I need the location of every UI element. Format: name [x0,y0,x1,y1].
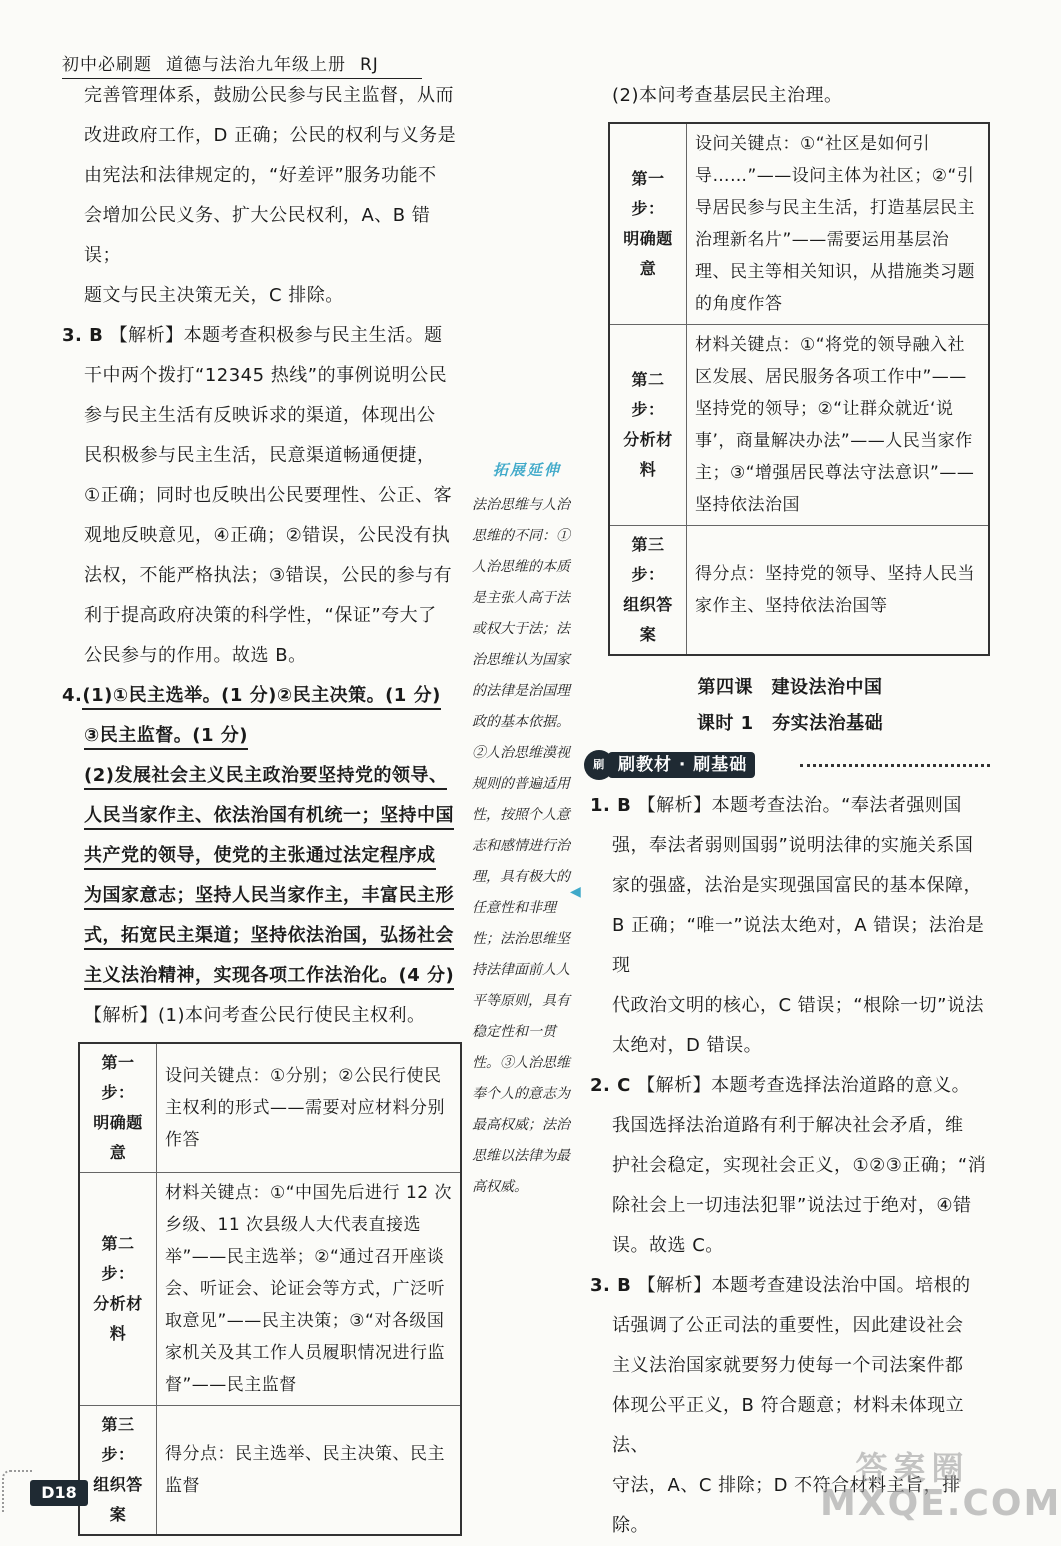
q2-first-line [590,1066,990,1106]
arrow-icon: ◀ [570,884,581,900]
q4-answer2-line [62,756,462,796]
q3r-line: 守法，A、C 排除；D 不符合材料主旨，排除。 [612,1475,961,1536]
q3-line: 公民参与的作用。故选 B。 [84,645,307,666]
q4-answer2: 主义法治精神，实现各项工作法治化。(4 分) [84,965,454,990]
q4-answer2-line [62,796,462,836]
step-cell [609,325,687,526]
left-column [62,76,462,1540]
continued-line: 由宪法和法律规定的，“好差评”服务功能不 [84,165,437,186]
q1-line: 家的强盛，法治是实现强国富民的基本保障， [612,875,982,896]
q3-line: 干中两个拨打“12345 热线”的事例说明公民 [84,365,448,386]
step-name: 分析材料 [93,1294,143,1343]
table-row [609,526,989,656]
continued-line: 题文与民主决策无关，C 排除。 [84,285,344,306]
q4-answer2: (2)发展社会主义民主政治要坚持党的领导、 [84,765,447,790]
edition-tag: RJ [360,55,379,75]
banner-badge-icon: 刷 [584,750,614,780]
table-row [79,1043,461,1173]
watermark-en: MXQE.COM [820,1483,1061,1524]
q4-answer1a: (1)①民主选举。(1 分)②民主决策。(1 分) [82,685,440,710]
q4-number: 4. [62,685,83,706]
step-cell [609,123,687,325]
q1-line: 强，奉法者弱则国弱”说明法律的实施关系国 [612,835,974,856]
q3-line: 利于提高政府决策的科学性，“保证”夸大了 [84,605,437,626]
q4-answer2: 人民当家作主、依法治国有机统一；坚持中国 [84,805,454,830]
step-label: 第三步： [631,535,665,584]
table-row [79,1406,461,1536]
q2-number: 2. C [590,1075,631,1096]
continued-line: 会增加公民义务、扩大公民权利，A、B 错误； [84,205,431,266]
q1-number: 1. B [590,795,632,816]
q1-line: 代政治文明的核心，C 错误；“根除一切”说法 [612,995,984,1016]
q4-first-line [62,676,462,716]
q1-line: B 正确；“唯一”说法太绝对，A 错误；法治是现 [612,915,985,976]
step-name: 分析材料 [623,430,673,479]
table-row [609,123,989,325]
q3r-line: 体现公平正义，B 符合题意；材料未体现立法、 [612,1395,965,1456]
sidebar-text: 法治思维与人治思维的不同：①人治思维的本质是主张人高于法或权大于法；法治思维认为国家的法律是治国理政的基本依据。②人治思维漠视规则的普遍适用性，按照个人意志和感情进行治理，具有极大的任意性和非理性；法治思维坚持法律面前人人平等原则，具有稳定性和一贯性。③人治思维奉个人的意志为最高权威；法治思维以法律为最高权威。 [472,497,570,1195]
step-name: 组织答案 [623,595,673,644]
q1-line: 【解析】本题考查法治。“奉法者强则国 [637,795,962,816]
q3r-line: 话强调了公正司法的重要性，因此建设社会 [612,1315,964,1336]
sidebar-title: 拓展延伸 [492,461,561,479]
table-row [79,1173,461,1406]
q2-line: 【解析】本题考查选择法治道路的意义。 [637,1075,971,1096]
q4-answer2: 式，拓宽民主渠道；坚持依法治国，弘扬社会 [84,925,454,950]
class-title: 课时 1 夯实法治基础 [696,713,884,734]
q2-line: 我国选择法治道路有利于解决社会矛盾，维 [612,1115,964,1136]
q3-line: 参与民主生活有反映诉求的渠道，体现出公 [84,405,436,426]
banner-label: 刷教材 · 刷基础 [608,752,755,778]
extension-sidebar [472,455,582,1203]
step-name: 明确题意 [623,229,673,278]
page-corner-decoration [2,1470,32,1512]
step-text: 得分点：坚持党的领导、坚持人民当家作主、坚持依法治国等 [687,526,990,656]
q4-answer2-line [62,916,462,956]
q3-line: 【解析】本题考查积极参与民主生活。题 [109,325,443,346]
q4-answer2: 为国家意志；坚持人民当家作主，丰富民主形 [84,885,454,910]
step-text: 得分点：民主选举、民主决策、民主监督 [157,1406,462,1536]
step-cell [79,1406,157,1536]
step-cell [79,1173,157,1406]
step-text: 设问关键点：①“社区是如何引导……”——设问主体为社区；②“引导居民参与民主生活，打造基层民主治理新名片”——需要运用基层治理、民主等相关知识，从措施类习题的角度作答 [687,123,990,325]
page-number: D18 [30,1480,88,1506]
q4-answer2: 共产党的领导，使党的主张通过法定程序成 [84,845,436,870]
left-steps-table [78,1042,462,1536]
watermark-cn: 答案圈 [855,1449,970,1487]
step-text: 材料关键点：①“将党的领导融入社区发展、居民服务各项工作中”——坚持党的领导；②“让群众就近‘说事’，商量解决办法”——人民当家作主；③“增强居民尊法守法意识”——坚持依法治国 [687,325,990,526]
q3-first-line [62,316,462,356]
q2-line: 除社会上一切违法犯罪”说法过于绝对，④错 [612,1195,972,1216]
step-text: 材料关键点：①“中国先后进行 12 次乡级、11 次县级人大代表直接选举”——民主选举；②“通过召开座谈会、听证会、论证会等方式，广泛听取意见”——民主决策；③“对各级国家机关及其工作人员履职情况进行监督”——民主监督 [157,1173,462,1406]
q3-line: 观地反映意见，④正确；②错误，公民没有执 [84,525,451,546]
series-name: 初中必刷题 [62,55,152,75]
book-name: 道德与法治九年级上册 [166,55,346,75]
continued-line: 改进政府工作，D 正确；公民的权利与义务是 [84,125,457,146]
q4-answer1b: ③民主监督。(1 分) [84,725,248,750]
watermark-logo [820,1449,1061,1536]
q3-line: 法权，不能严格执法；③错误，公民的参与有 [84,565,453,586]
q4-answer2-line [62,836,462,876]
step-label: 第二步： [631,370,665,419]
q2-line: 误。故选 C。 [612,1235,724,1256]
q2-line: 护社会稳定，实现社会正义，①②③正确；“消 [612,1155,987,1176]
right-intro: (2)本问考查基层民主治理。 [612,85,843,106]
step-name: 明确题意 [93,1113,143,1162]
table-row [609,325,989,526]
q3-number: 3. B [62,325,104,346]
step-cell [609,526,687,656]
step-text: 设问关键点：①分别；②公民行使民主权利的形式——需要对应材料分别作答 [157,1043,462,1173]
step-label: 第一步： [101,1053,135,1102]
q4-answer1b-line [62,716,462,756]
right-steps-table [608,122,990,656]
q3r-line: 主义法治国家就要努力使每一个司法案件都 [612,1355,964,1376]
q3r-first-line [590,1266,990,1306]
step-name: 组织答案 [93,1475,143,1524]
q3-line: 民积极参与民主生活，民意渠道畅通便捷， [84,445,436,466]
right-column [590,76,990,1546]
q3-line: ①正确；同时也反映出公民要理性、公正、客 [84,485,453,506]
continued-line: 完善管理体系，鼓励公民参与民主监督，从而 [84,85,454,106]
q4-answer2-line [62,956,462,996]
q3r-line: 【解析】本题考查建设法治中国。培根的 [637,1275,971,1296]
q1-line: 太绝对，D 错误。 [612,1035,763,1056]
banner-divider [800,764,990,767]
q4-answer2-line [62,876,462,916]
step-label: 第一步： [631,169,665,218]
q3r-number: 3. B [590,1275,632,1296]
lesson-title: 第四课 建设法治中国 [697,677,883,698]
step-label: 第二步： [101,1234,135,1283]
section-banner [590,750,990,784]
q1-first-line [590,786,990,826]
step-label: 第三步： [101,1415,135,1464]
step-cell [79,1043,157,1173]
q4-analysis: 【解析】(1)本问考查公民行使民主权利。 [84,1005,426,1026]
